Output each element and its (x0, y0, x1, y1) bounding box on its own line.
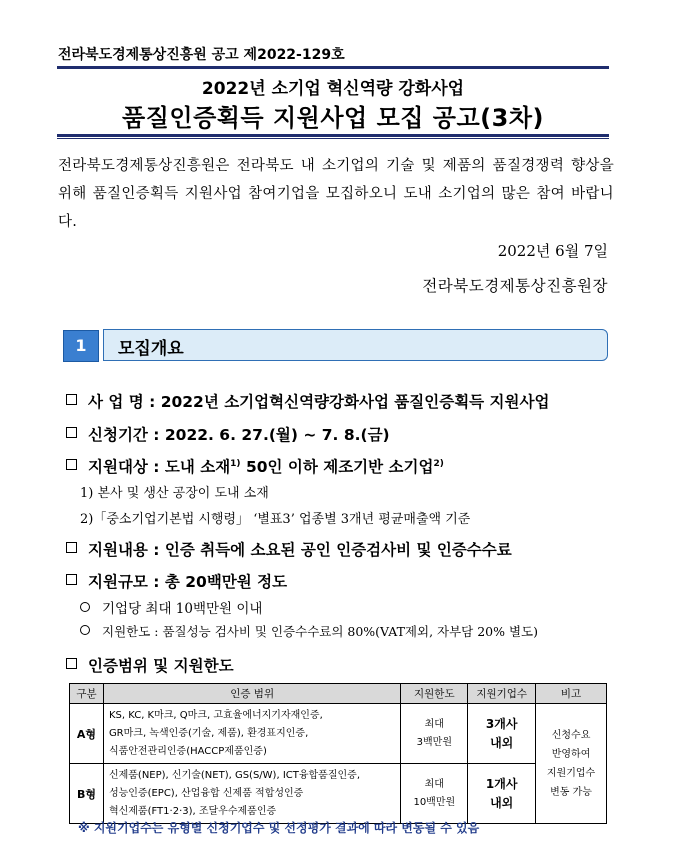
item-scope-heading (66, 654, 234, 676)
footnote: ※ 지원기업수는 유형별 신청기업수 및 선정평가 결과에 따라 변동될 수 있음 (78, 821, 480, 835)
table-cell-count (468, 764, 536, 824)
note-line: 변동 가능 (550, 786, 592, 798)
checkbox-square-icon (66, 542, 77, 553)
table-cell-range (103, 764, 400, 824)
item-support-scale (66, 570, 287, 592)
item-support-scale-text: 지원규모 : 총 20백만원 정도 (88, 573, 288, 591)
count-line: 3개사 (485, 716, 518, 731)
table-header-cell: 인증 범위 (103, 684, 400, 704)
range-line: 혁신제품(FT1·2·3), 조달우수제품인증 (108, 805, 277, 817)
table-row (70, 764, 607, 824)
table-cell-note (536, 704, 607, 824)
scale-note-2 (80, 622, 538, 640)
page-title: 품질인증획득 지원사업 모집 공고(3차) (122, 104, 544, 132)
section-number: 1 (63, 330, 99, 362)
table-header-cell: 지원한도 (401, 684, 468, 704)
item-business-name-text: 사 업 명 : 2022년 소기업혁신역량강화사업 품질인증획득 지원사업 (88, 393, 550, 411)
count-line: 내외 (490, 795, 514, 810)
title-rule-top (57, 66, 609, 69)
range-line: 신제품(NEP), 신기술(NET), GS(S/W), ICT융합품질인증, (108, 769, 360, 781)
note-line: 지원기업수 (546, 767, 596, 779)
note-line: 신청수요 (551, 729, 591, 741)
checkbox-square-icon (66, 574, 77, 585)
range-line: GR마크, 녹색인증(기술, 제품), 환경표지인증, (108, 727, 309, 739)
notice-date: 2022년 6월 7일 (497, 242, 608, 260)
table-row (70, 704, 607, 764)
item-target-text-a: 지원대상 : 도내 소재 (88, 458, 231, 476)
circle-bullet-icon (80, 625, 90, 635)
note-line: 반영하여 (551, 748, 591, 760)
item-target-text-b: 50인 이하 제조기반 소기업 (240, 458, 434, 476)
limit-line: 최대 (424, 778, 444, 790)
limit-line: 3백만원 (416, 736, 452, 748)
table-cell-type: A형 (70, 704, 104, 764)
title-rule-bottom-thin (57, 138, 609, 139)
table-header-cell: 비고 (536, 684, 607, 704)
limit-line: 최대 (424, 718, 444, 730)
checkbox-square-icon (66, 658, 77, 669)
table-header-cell: 구분 (70, 684, 104, 704)
checkbox-square-icon (66, 427, 77, 438)
range-line: KS, KC, K마크, Q마크, 고효율에너지기자재인증, (108, 709, 323, 721)
scale-note-1 (80, 597, 262, 617)
table-cell-limit (401, 764, 468, 824)
item-application-period (66, 423, 390, 445)
scale-note-1-text: 기업당 최대 10백만원 이내 (102, 601, 263, 617)
issuer-name: 전라북도경제통상진흥원장 (422, 277, 608, 295)
item-application-period-text: 신청기간 : 2022. 6. 27.(월) ~ 7. 8.(금) (88, 426, 390, 444)
table-cell-range (103, 704, 400, 764)
item-support-content (66, 538, 512, 560)
section-title: 모집개요 (118, 339, 184, 359)
table-cell-count (468, 704, 536, 764)
item-support-content-text: 지원내용 : 인증 취득에 소요된 공인 인증검사비 및 인증수수료 (88, 541, 512, 559)
circle-bullet-icon (80, 602, 90, 612)
item-target (66, 455, 444, 477)
footnote-ref-1: 1) (230, 458, 241, 469)
range-line: 식품안전관리인증(HACCP제품인증) (108, 745, 267, 757)
target-note-1: 1) 본사 및 생산 공장이 도내 소재 (80, 486, 269, 501)
target-note-2: 2)「중소기업기본법 시행령」 ‘별표3’ 업종별 3개년 평균매출액 기준 (80, 512, 471, 527)
count-line: 내외 (490, 735, 514, 750)
table-cell-limit (401, 704, 468, 764)
footnote-ref-2: 2) (433, 458, 444, 469)
notice-number: 전라북도경제통상진흥원 공고 제2022-129호 (58, 47, 345, 63)
checkbox-square-icon (66, 394, 77, 405)
checkbox-square-icon (66, 459, 77, 470)
scale-note-2-text: 지원한도 : 품질성능 검사비 및 인증수수료의 80%(VAT제외, 자부담 20% 별도) (102, 624, 539, 639)
table-header-cell: 지원기업수 (468, 684, 536, 704)
page-subtitle: 2022년 소기업 혁신역량 강화사업 (201, 79, 465, 99)
table-header-row (70, 684, 607, 704)
item-scope-heading-text: 인증범위 및 지원한도 (88, 657, 234, 675)
item-business-name (66, 390, 549, 412)
title-rule-bottom (57, 134, 609, 137)
limit-line: 10백만원 (413, 796, 456, 808)
table-cell-type: B형 (70, 764, 104, 824)
scope-table (69, 683, 607, 824)
range-line: 성능인증(EPC), 산업융합 신제품 적합성인증 (108, 787, 304, 799)
count-line: 1개사 (485, 776, 518, 791)
intro-paragraph: 전라북도경제통상진흥원은 전라북도 내 소기업의 기술 및 제품의 품질경쟁력 향상을 위해 품질인증획득 지원사업 참여기업을 모집하오니 도내 소기업의 많은 참여 바랍니다. (58, 158, 614, 230)
